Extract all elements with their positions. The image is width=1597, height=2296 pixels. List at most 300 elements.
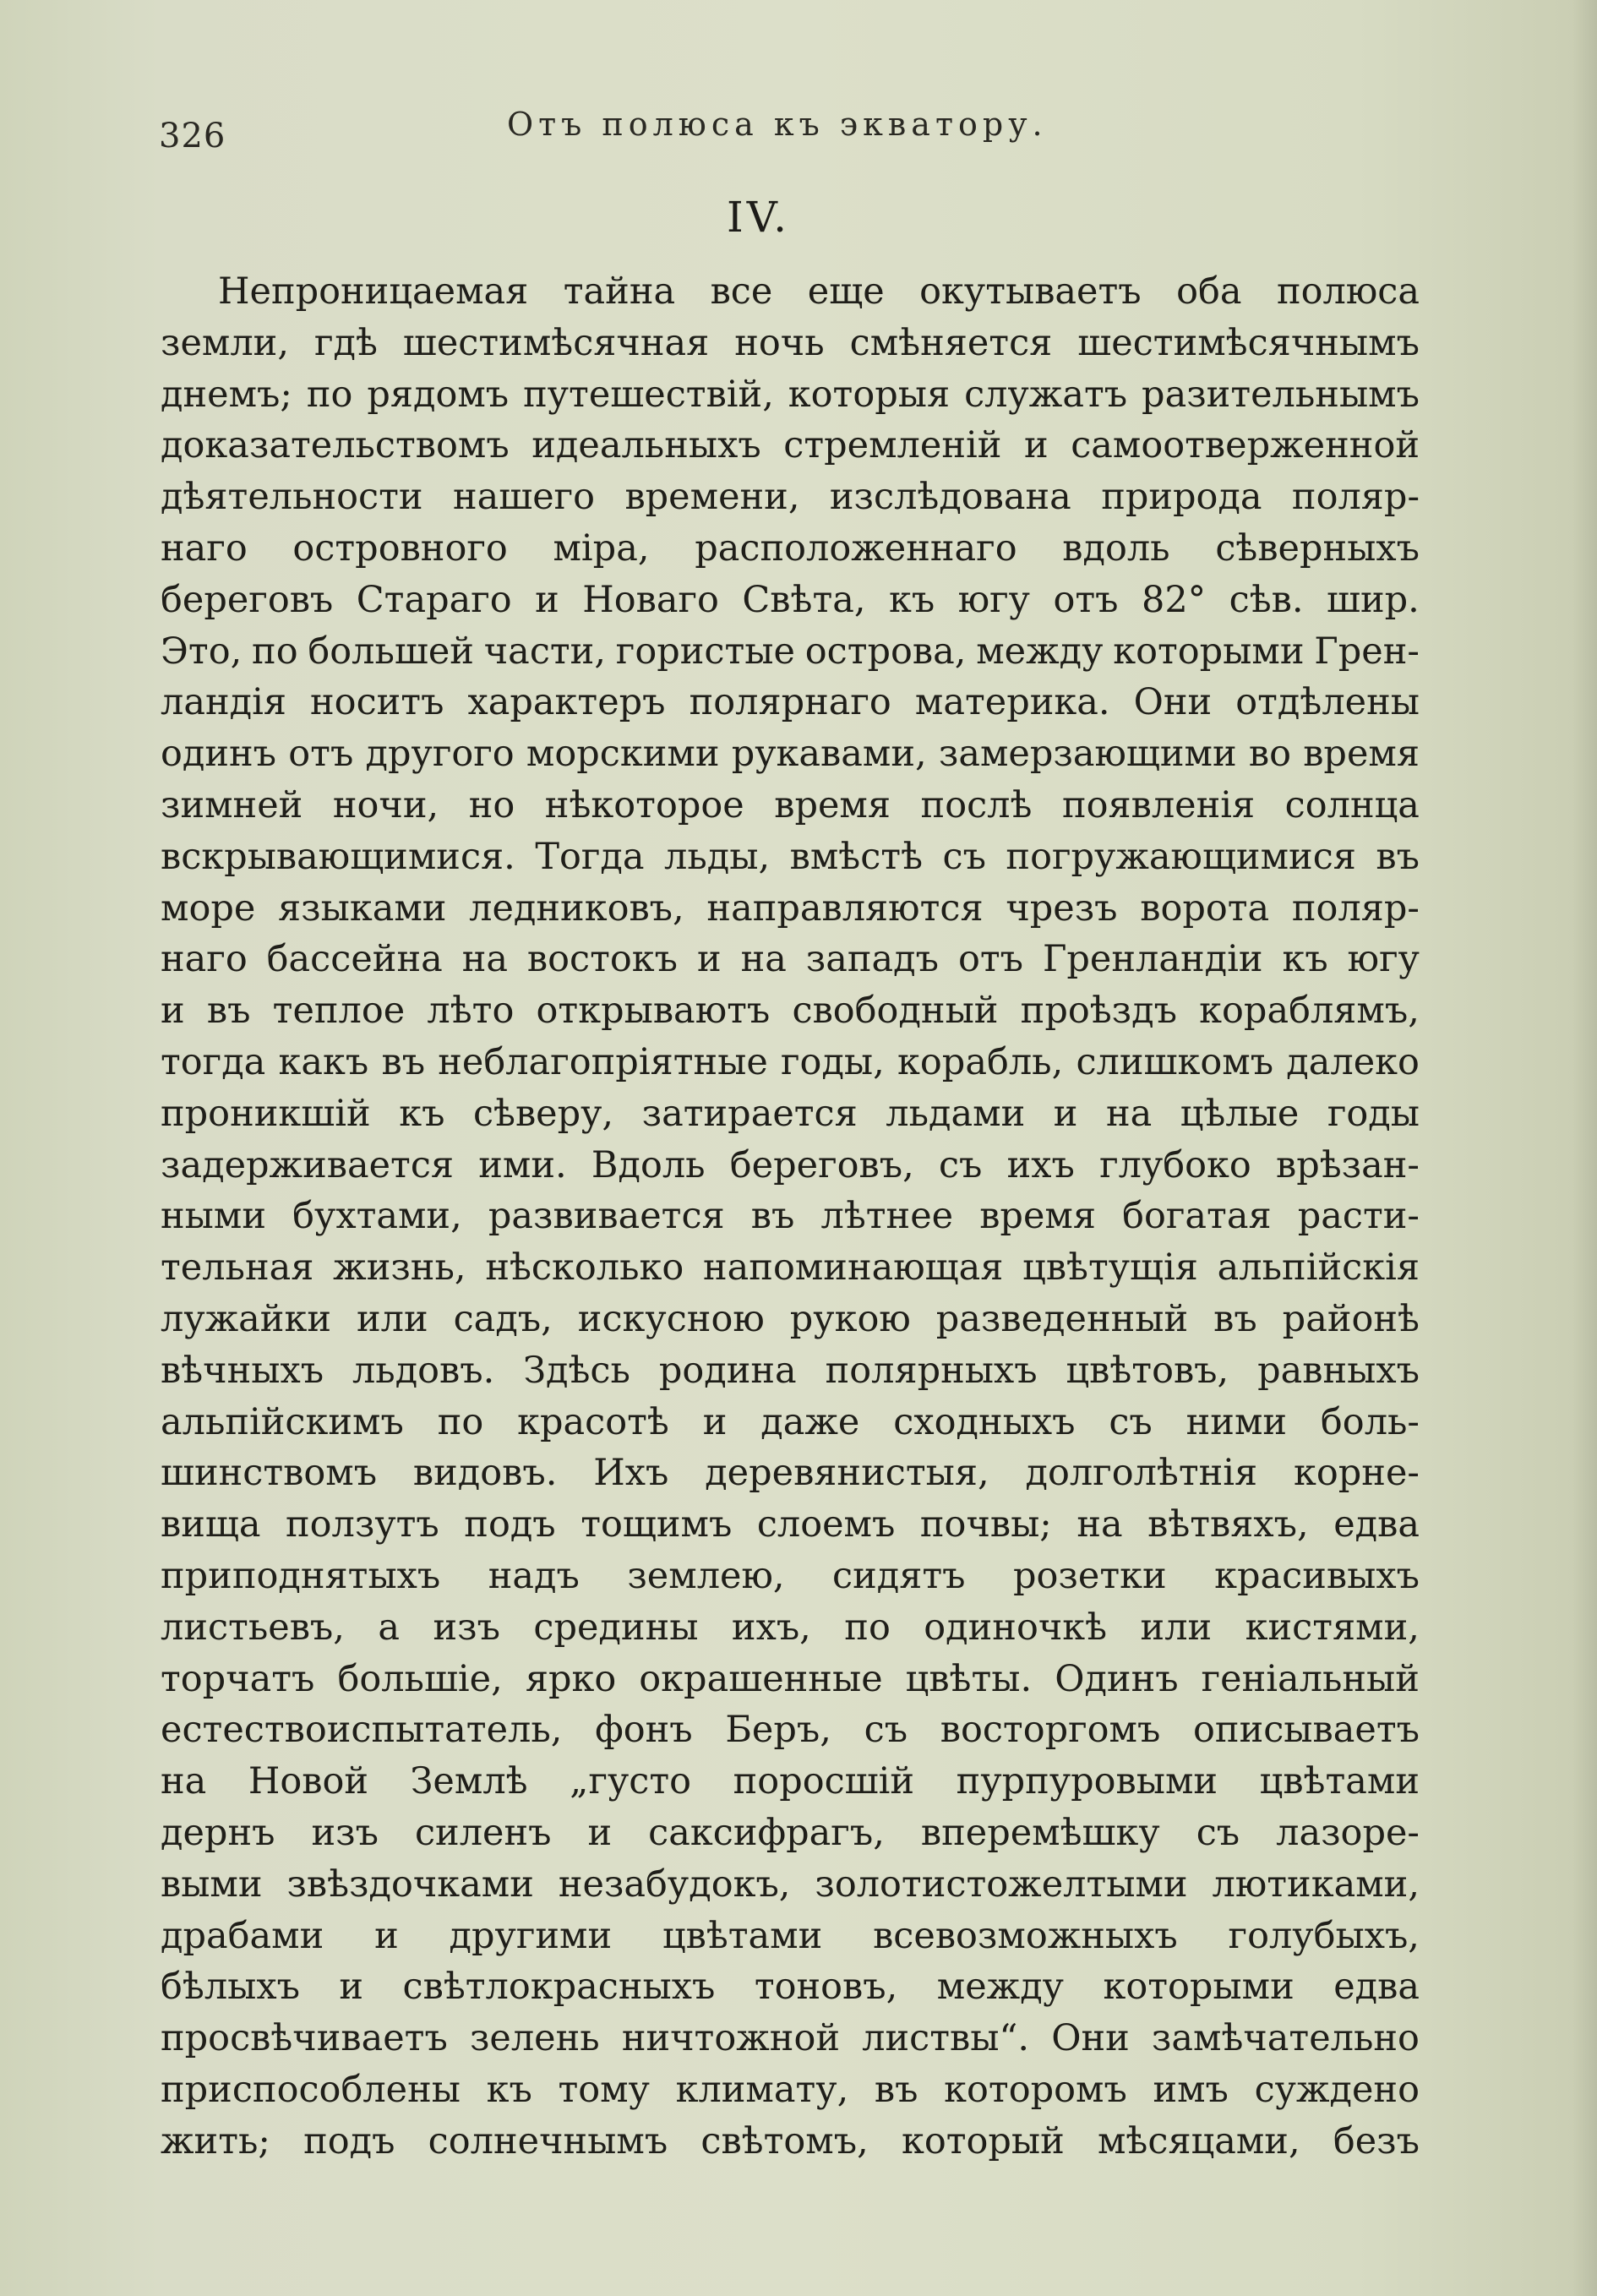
- word: силенъ: [414, 1811, 552, 1854]
- word: пурпуровыми: [956, 1760, 1218, 1803]
- text-line: [161, 420, 1420, 472]
- word: нашего: [452, 476, 596, 519]
- word: розетки: [1013, 1554, 1167, 1597]
- word: днемъ;: [161, 373, 292, 416]
- word: шинствомъ: [161, 1452, 378, 1495]
- word: отдѣлены: [1235, 681, 1420, 724]
- text-line: [161, 1602, 1420, 1654]
- word: развивается: [488, 1195, 725, 1238]
- word: и: [339, 1966, 364, 2009]
- word: тощимъ: [580, 1503, 733, 1546]
- word: приспособлены: [161, 2068, 461, 2111]
- word: саксифрагъ,: [648, 1811, 885, 1854]
- word: глубоко: [1099, 1143, 1251, 1186]
- word: тельная: [161, 1246, 314, 1290]
- text-line: [161, 985, 1420, 1037]
- word: съ: [938, 1143, 983, 1186]
- word: Землѣ: [410, 1760, 528, 1803]
- word: районѣ: [1282, 1297, 1420, 1340]
- word: съ: [942, 835, 986, 878]
- word: геніальный: [1201, 1657, 1420, 1700]
- word: шестимѣсячнымъ: [1077, 321, 1420, 364]
- word: ными: [161, 1195, 266, 1238]
- word: шестимѣсячная: [402, 321, 710, 364]
- word: материка.: [914, 681, 1110, 724]
- word: и: [702, 1400, 728, 1443]
- word: наго: [161, 526, 248, 570]
- word: цвѣтами: [662, 1914, 823, 1957]
- word: востокъ: [526, 938, 679, 981]
- word: береговъ,: [729, 1143, 914, 1186]
- word: чрезъ: [1006, 886, 1118, 930]
- word: языками: [278, 886, 447, 930]
- word: вдоль: [1062, 526, 1170, 570]
- word: драбами: [161, 1914, 324, 1957]
- word: врѣзан-: [1276, 1143, 1420, 1186]
- word: лазоре-: [1276, 1811, 1420, 1854]
- word: время: [1303, 733, 1420, 776]
- word: теплое: [272, 990, 406, 1033]
- word: вскрывающимися.: [161, 835, 515, 878]
- word: служатъ: [964, 373, 1128, 416]
- word: изъ: [433, 1606, 500, 1649]
- word: и: [587, 1811, 613, 1854]
- word: слишкомъ: [1076, 1040, 1274, 1083]
- word: слоемъ: [756, 1503, 896, 1546]
- word: зимней: [161, 783, 303, 826]
- word: торчатъ: [161, 1657, 315, 1700]
- word: альпійскія: [1217, 1246, 1420, 1290]
- word: другими: [449, 1914, 613, 1957]
- word: и: [1053, 1092, 1078, 1135]
- word: почвы;: [919, 1503, 1052, 1546]
- word: безъ: [1333, 2119, 1420, 2162]
- word: искусною: [577, 1297, 765, 1340]
- word: сѣверу,: [472, 1092, 614, 1135]
- word: едва: [1333, 1503, 1420, 1546]
- word: Гренландіи: [1042, 938, 1263, 981]
- word: льды,: [664, 835, 771, 878]
- word: югу: [1347, 938, 1420, 981]
- word: цвѣты.: [905, 1657, 1033, 1700]
- word: солнечнымъ: [428, 2119, 668, 2162]
- text-line: [161, 883, 1420, 935]
- word: суждено: [1254, 2068, 1420, 2111]
- word: полюса: [1276, 270, 1420, 313]
- word: въ: [381, 1040, 426, 1083]
- word: поляр-: [1291, 476, 1420, 519]
- word: которыя: [788, 373, 951, 416]
- word: ледниковъ,: [469, 886, 684, 930]
- word: сходныхъ: [893, 1400, 1076, 1443]
- word: бѣлыхъ: [161, 1966, 300, 2009]
- text-line: [161, 677, 1420, 728]
- word: въ: [1376, 835, 1420, 878]
- word: видовъ.: [412, 1452, 558, 1495]
- word: къ: [889, 578, 935, 621]
- word: Новаго: [582, 578, 719, 621]
- word: Вдоль: [591, 1143, 706, 1186]
- word: кистями,: [1245, 1606, 1420, 1649]
- word: подъ: [303, 2119, 395, 2162]
- word: льдовъ.: [352, 1349, 495, 1392]
- text-line: [161, 728, 1420, 780]
- word: еще: [807, 270, 885, 313]
- word: 82°: [1141, 578, 1207, 621]
- word: по: [252, 630, 298, 673]
- word: средины: [533, 1606, 699, 1649]
- word: самоотверженной: [1071, 424, 1420, 467]
- word: рядомъ: [367, 373, 510, 416]
- word: смѣняется: [849, 321, 1053, 364]
- word: появленія: [1061, 783, 1256, 826]
- word: лѣто: [427, 990, 515, 1033]
- word: даже: [760, 1400, 860, 1443]
- word: Это,: [161, 630, 243, 673]
- word: просвѣчиваетъ: [161, 2017, 448, 2060]
- word: жить;: [161, 2119, 270, 2162]
- word: льдами: [886, 1092, 1026, 1135]
- word: замерзающими: [938, 733, 1237, 776]
- word: все: [710, 270, 773, 313]
- text-line: [161, 472, 1420, 523]
- word: путешествій,: [523, 373, 774, 416]
- word: Они: [1051, 2017, 1130, 2060]
- word: и: [374, 1914, 399, 1957]
- word: тайна: [563, 270, 676, 313]
- word: деревянистыя,: [705, 1452, 989, 1495]
- word: которыми: [1103, 1966, 1294, 2009]
- page-number: 326: [159, 117, 226, 155]
- word: на: [740, 938, 787, 981]
- chapter-number: IV.: [727, 193, 791, 242]
- word: между: [976, 630, 1104, 673]
- word: лютиками,: [1212, 1862, 1420, 1906]
- word: а: [378, 1606, 401, 1649]
- word: бассейна: [266, 938, 443, 981]
- word: Одинъ: [1055, 1657, 1179, 1700]
- text-line: [161, 1448, 1420, 1499]
- word: на: [161, 1760, 207, 1803]
- word: разведенный: [935, 1297, 1189, 1340]
- word: окутываетъ: [919, 270, 1142, 313]
- text-line: [161, 1654, 1420, 1705]
- word: лужайки: [161, 1297, 332, 1340]
- word: наго: [161, 938, 248, 981]
- word: вѣчныхъ: [161, 1349, 324, 1392]
- word: ворота: [1140, 886, 1270, 930]
- word: фонъ: [595, 1709, 693, 1752]
- word: Они: [1133, 681, 1213, 724]
- word: изслѣдована: [829, 476, 1071, 519]
- word: ничтожной: [621, 2017, 841, 2060]
- word: вѣтвяхъ,: [1147, 1503, 1309, 1546]
- word: вища: [161, 1503, 261, 1546]
- word: къ: [399, 1092, 445, 1135]
- word: поросшій: [733, 1760, 915, 1803]
- word: ярко: [525, 1657, 617, 1700]
- word: но: [468, 783, 515, 826]
- word: въ: [874, 2068, 918, 2111]
- text-line: [161, 934, 1420, 985]
- word: сѣв.: [1229, 578, 1304, 621]
- word: на: [1076, 1503, 1123, 1546]
- word: бухтами,: [292, 1195, 462, 1238]
- word: одинъ: [161, 733, 277, 776]
- word: расположеннаго: [695, 526, 1017, 570]
- word: отъ: [288, 733, 354, 776]
- text-line: [161, 1191, 1420, 1242]
- text-line: [161, 1242, 1420, 1294]
- word: свѣтомъ,: [700, 2119, 869, 2162]
- word: боль-: [1320, 1400, 1420, 1443]
- text-line: [161, 780, 1420, 832]
- word: ландія: [161, 681, 286, 724]
- word: солнца: [1284, 783, 1420, 826]
- word: описываетъ: [1193, 1709, 1420, 1752]
- word: міра,: [553, 526, 650, 570]
- word: ночи,: [332, 783, 439, 826]
- body-text: [161, 266, 1420, 2167]
- word: зелень: [469, 2017, 600, 2060]
- word: богатая: [1122, 1195, 1272, 1238]
- word: окрашенные: [639, 1657, 883, 1700]
- word: разительнымъ: [1142, 373, 1420, 416]
- word: надъ: [488, 1554, 580, 1597]
- word: полярнаго: [689, 681, 891, 724]
- text-line: [161, 1859, 1420, 1911]
- word: лѣтнее: [820, 1195, 954, 1238]
- text-line: [161, 1961, 1420, 2013]
- word: красивыхъ: [1214, 1554, 1420, 1597]
- word: или: [356, 1297, 428, 1340]
- word: всевозможныхъ: [873, 1914, 1178, 1957]
- word: гористые: [615, 630, 795, 673]
- word: проѣздъ: [1020, 990, 1177, 1033]
- word: ими.: [478, 1143, 567, 1186]
- word: съ: [864, 1709, 908, 1752]
- word: шир.: [1327, 578, 1420, 621]
- word: голубыхъ,: [1228, 1914, 1420, 1957]
- word: время: [774, 783, 891, 826]
- text-line: [161, 1037, 1420, 1088]
- word: жизнь,: [333, 1246, 466, 1290]
- word: и: [696, 938, 722, 981]
- word: съ: [1109, 1400, 1153, 1443]
- word: одиночкѣ: [924, 1606, 1108, 1649]
- text-line: [161, 575, 1420, 626]
- running-head: Отъ полюса къ экватору.: [507, 106, 1048, 143]
- word: погружающимися: [1006, 835, 1356, 878]
- word: между: [936, 1966, 1064, 2009]
- word: затирается: [641, 1092, 858, 1135]
- text-line: [161, 832, 1420, 883]
- text-line: [161, 318, 1420, 369]
- word: Грен-: [1314, 630, 1420, 673]
- text-line: [161, 2013, 1420, 2064]
- text-line: [161, 1756, 1420, 1808]
- word: въ: [206, 990, 251, 1033]
- word: въ: [1213, 1297, 1257, 1340]
- word: выми: [161, 1862, 263, 1906]
- word: Свѣта,: [742, 578, 866, 621]
- word: открываютъ: [536, 990, 771, 1033]
- word: ними: [1185, 1400, 1288, 1443]
- word: стремленій: [783, 424, 1002, 467]
- word: природа: [1101, 476, 1262, 519]
- word: отъ: [957, 938, 1023, 981]
- text-line: [161, 266, 1420, 318]
- word: замѣчательно: [1151, 2017, 1420, 2060]
- word: рукою: [789, 1297, 911, 1340]
- word: югу: [957, 578, 1030, 621]
- text-line: [161, 1397, 1420, 1448]
- word: подъ: [464, 1503, 556, 1546]
- word: который: [901, 2119, 1065, 2162]
- word: характеръ: [467, 681, 666, 724]
- word: родина: [658, 1349, 797, 1392]
- word: по: [437, 1400, 484, 1443]
- word: которомъ: [944, 2068, 1127, 2111]
- word: тому: [558, 2068, 650, 2111]
- word: доказательствомъ: [161, 424, 510, 467]
- word: листьевъ,: [161, 1606, 345, 1649]
- word: изъ: [311, 1811, 379, 1854]
- word: или: [1140, 1606, 1213, 1649]
- word: времени,: [624, 476, 800, 519]
- word: альпійскимъ: [161, 1400, 404, 1443]
- word: имъ: [1153, 2068, 1229, 2111]
- word: цвѣтовъ,: [1066, 1349, 1229, 1392]
- word: свѣтлокрасныхъ: [402, 1966, 716, 2009]
- word: къ: [1282, 938, 1328, 981]
- text-line: [161, 1551, 1420, 1602]
- text-line: [161, 1294, 1420, 1345]
- word: береговъ: [161, 578, 334, 621]
- word: нѣкоторое: [544, 783, 744, 826]
- word: во: [1248, 733, 1291, 776]
- word: большіе,: [337, 1657, 503, 1700]
- word: тогда: [161, 1040, 266, 1083]
- word: садъ,: [453, 1297, 553, 1340]
- word: ночь: [734, 321, 825, 364]
- text-line: [161, 1808, 1420, 1859]
- word: время: [979, 1195, 1096, 1238]
- word: и: [1023, 424, 1049, 467]
- word: рукавами,: [731, 733, 927, 776]
- word: восторгомъ: [940, 1709, 1161, 1752]
- word: напоминающая: [703, 1246, 1004, 1290]
- word: Новой: [248, 1760, 369, 1803]
- word: какъ: [278, 1040, 369, 1083]
- text-line: [161, 523, 1420, 575]
- word: незабудокъ,: [558, 1862, 791, 1906]
- word: носитъ: [310, 681, 444, 724]
- word: проникшій: [161, 1092, 371, 1135]
- word: цѣлые: [1180, 1092, 1300, 1135]
- word: нѣсколько: [485, 1246, 684, 1290]
- word: сѣверныхъ: [1215, 526, 1420, 570]
- word: землею,: [627, 1554, 785, 1597]
- text-line: [161, 2116, 1420, 2168]
- word: полярныхъ: [825, 1349, 1038, 1392]
- word: красотѣ: [517, 1400, 669, 1443]
- word: корне-: [1294, 1452, 1420, 1495]
- word: послѣ: [920, 783, 1033, 826]
- text-line: [161, 1345, 1420, 1397]
- word: которыми: [1113, 630, 1305, 673]
- word: ползутъ: [286, 1503, 439, 1546]
- word: островного: [292, 526, 508, 570]
- word: приподнятыхъ: [161, 1554, 441, 1597]
- word: вперемѣшку: [920, 1811, 1160, 1854]
- word: на: [461, 938, 508, 981]
- word: корабль,: [897, 1040, 1064, 1083]
- word: отъ: [1053, 578, 1119, 621]
- word: западъ: [805, 938, 940, 981]
- word: сидятъ: [832, 1554, 966, 1597]
- word: листвы“.: [862, 2017, 1030, 2060]
- word: съ: [1196, 1811, 1240, 1854]
- word: по: [844, 1606, 891, 1649]
- word: Здѣсь: [523, 1349, 630, 1392]
- word: далеко: [1286, 1040, 1420, 1083]
- text-line: [161, 1499, 1420, 1551]
- word: Непроницаемая: [218, 270, 529, 313]
- word: другого: [365, 733, 515, 776]
- word: годы: [1327, 1092, 1420, 1135]
- word: мѣсяцами,: [1097, 2119, 1300, 2162]
- text-line: [161, 1088, 1420, 1140]
- word: земли,: [161, 321, 289, 364]
- word: дѣятельности: [161, 476, 423, 519]
- text-line: [161, 2064, 1420, 2116]
- text-line: [161, 369, 1420, 421]
- word: Беръ,: [725, 1709, 831, 1752]
- word: свободный: [792, 990, 999, 1033]
- text-line: [161, 626, 1420, 678]
- word: по: [306, 373, 353, 416]
- word: климату,: [675, 2068, 849, 2111]
- word: вмѣстѣ: [789, 835, 923, 878]
- word: море: [161, 886, 256, 930]
- word: Ихъ: [593, 1452, 669, 1495]
- word: дернъ: [161, 1811, 275, 1854]
- word: ихъ,: [731, 1606, 811, 1649]
- word: неблагопріятные: [438, 1040, 768, 1083]
- word: въ: [750, 1195, 795, 1238]
- word: долголѣтнія: [1025, 1452, 1258, 1495]
- word: поляр-: [1291, 886, 1420, 930]
- text-line: [161, 1704, 1420, 1756]
- word: расти-: [1297, 1195, 1420, 1238]
- word: ихъ: [1006, 1143, 1075, 1186]
- word: тоновъ,: [754, 1966, 898, 2009]
- word: Стараго: [356, 578, 512, 621]
- word: и: [161, 990, 185, 1033]
- word: равныхъ: [1257, 1349, 1420, 1392]
- word: направляются: [706, 886, 984, 930]
- word: острова,: [804, 630, 967, 673]
- word: къ: [486, 2068, 532, 2111]
- word: большей: [308, 630, 474, 673]
- word: едва: [1333, 1966, 1420, 2009]
- word: идеальныхъ: [531, 424, 761, 467]
- word: задерживается: [161, 1143, 455, 1186]
- word: золотистожелтыми: [815, 1862, 1188, 1906]
- word: естествоиспытатель,: [161, 1709, 563, 1752]
- word: морскими: [526, 733, 720, 776]
